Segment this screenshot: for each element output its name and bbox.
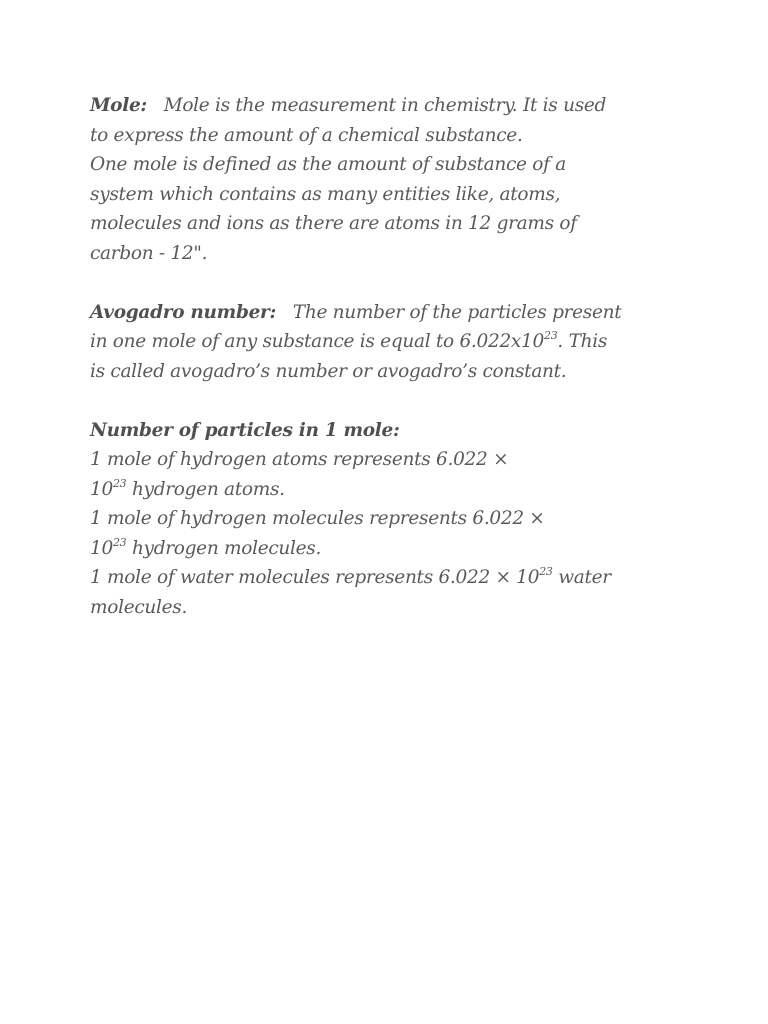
avogadro-line-3: is called avogadro’s number or avogadro’s constant. <box>90 360 567 382</box>
avogadro-paragraph <box>90 298 690 387</box>
particles-exponent-1: 23 <box>112 476 127 490</box>
mole-line-1 <box>90 91 690 121</box>
avogadro-heading: Avogadro number: <box>90 301 277 323</box>
avogadro-line-1 <box>90 298 690 328</box>
particles-line-4 <box>90 534 690 564</box>
particles-line-2 <box>90 475 690 505</box>
mole-heading: Mole: <box>90 95 147 116</box>
mole-paragraph <box>90 91 690 268</box>
particles-line-6: molecules. <box>90 596 188 618</box>
avogadro-text-1: The number of the particles present <box>292 301 622 323</box>
avogadro-line-2 <box>90 327 690 357</box>
particles-exponent-3: 23 <box>539 565 553 578</box>
avogadro-exponent: 23 <box>544 329 558 342</box>
avogadro-text-2: in one mole of any substance is equal to 6.022x10 <box>90 331 544 352</box>
paragraph-spacer <box>90 268 690 298</box>
mole-text-1: Mole is the measurement in chemistry. It is used <box>163 95 607 116</box>
document-page <box>90 91 690 622</box>
avogadro-text-2-end: . This <box>557 331 608 352</box>
mole-line-4: system which contains as many entities like, atoms, <box>90 183 561 205</box>
paragraph-spacer <box>90 386 690 416</box>
particles-text-5-end: water <box>552 567 611 588</box>
particles-line-1: 1 mole of hydrogen atoms represents 6.022 × <box>90 449 509 470</box>
mole-line-5: molecules and ions as there are atoms in 12 grams of <box>90 213 577 234</box>
mole-line-3: One mole is defined as the amount of substance of a <box>90 154 566 175</box>
particles-exponent-2: 23 <box>112 535 127 549</box>
particles-base-1: 10 <box>90 478 113 500</box>
particles-base-2: 10 <box>90 537 113 559</box>
particles-line-3: 1 mole of hydrogen molecules represents 6.022 × <box>90 508 545 529</box>
particles-text-2: hydrogen atoms. <box>126 478 285 500</box>
particles-paragraph <box>90 416 690 623</box>
mole-line-6: carbon - 12". <box>90 242 208 264</box>
mole-line-2: to express the amount of a chemical substance. <box>90 124 523 146</box>
particles-line-5 <box>90 563 690 593</box>
particles-heading: Number of particles in 1 mole: <box>90 419 400 441</box>
particles-text-4: hydrogen molecules. <box>126 537 322 559</box>
particles-text-5: 1 mole of water molecules represents 6.022 × 10 <box>90 567 540 588</box>
